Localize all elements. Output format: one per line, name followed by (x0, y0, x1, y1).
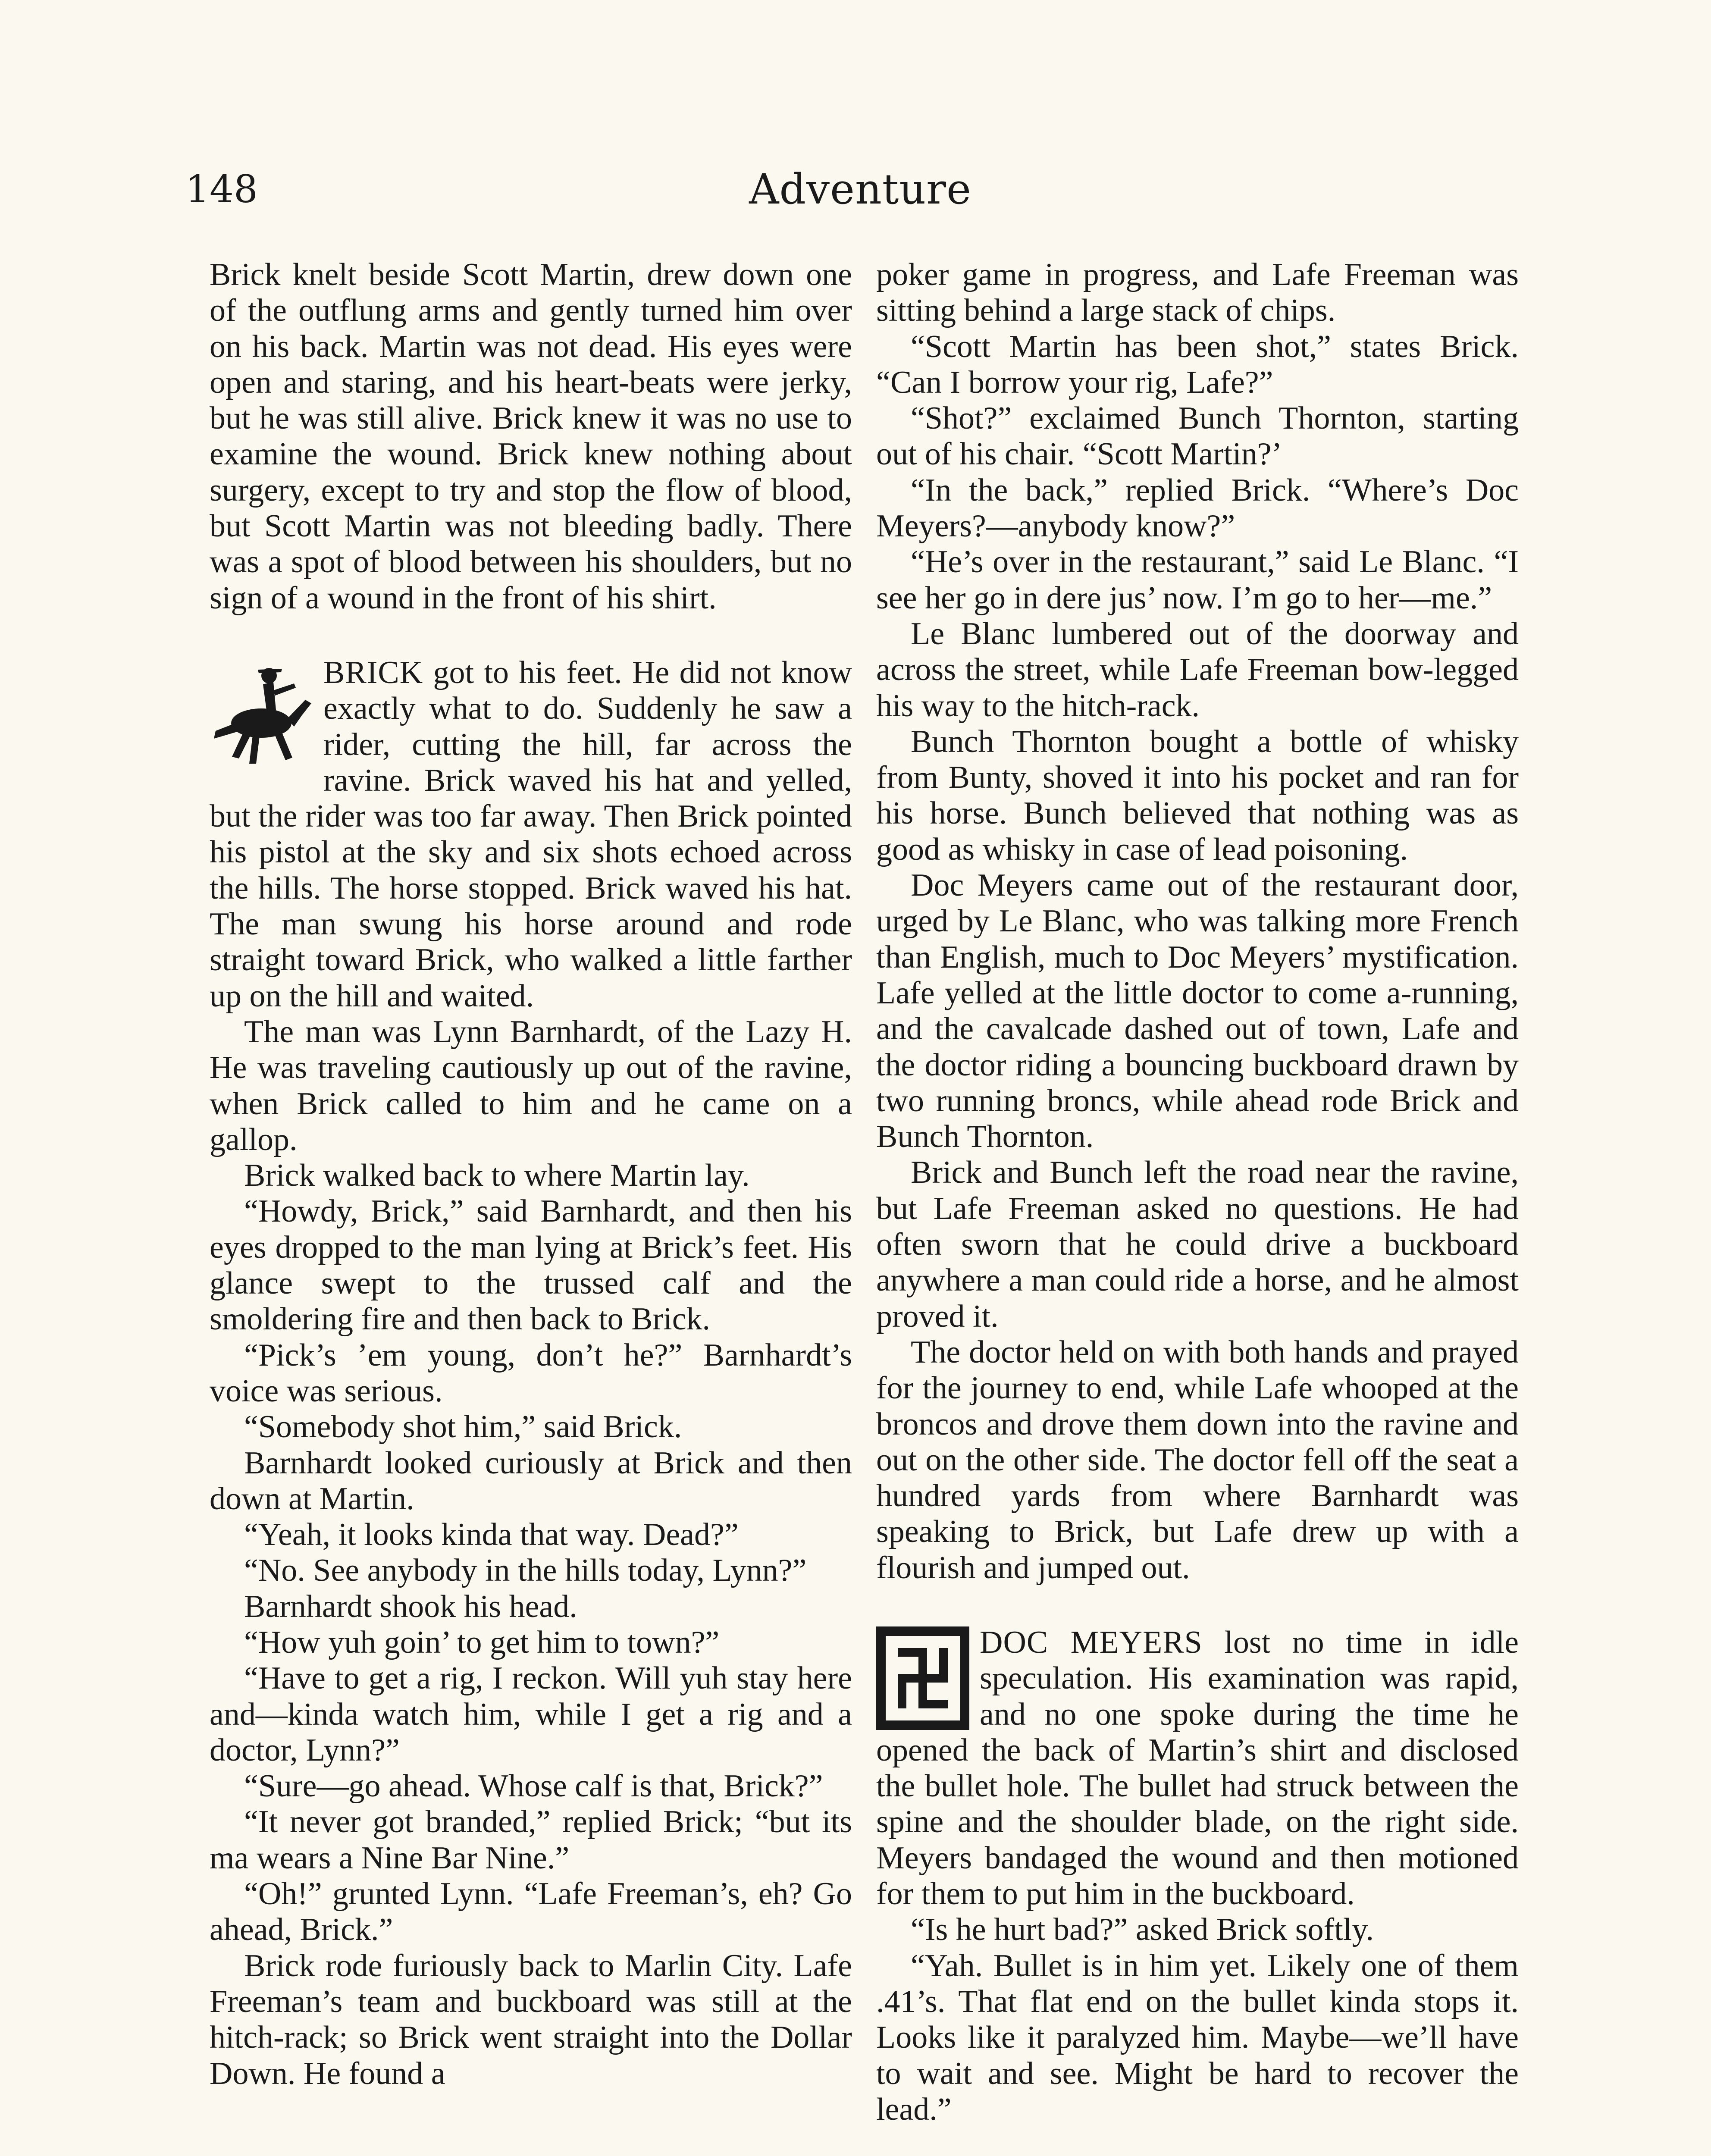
paragraph: “Scott Martin has been shot,” states Brick. “Can I borrow your rig, Lafe?” (876, 329, 1519, 400)
paragraph: Brick walked back to where Martin lay. (244, 1158, 750, 1194)
section-break-paragraph (210, 655, 852, 1014)
section-break-paragraph (876, 1625, 1519, 1912)
paragraph: “Howdy, Brick,” said Barnhardt, and then his eyes dropped to the man lying at Brick’s feet. His glance swept to the trussed calf and the smoldering fire and then back to Brick. (210, 1194, 852, 1337)
paragraph: “Pick’s ’em young, don’t he?” Barnhardt’s voice was serious. (210, 1337, 852, 1409)
paragraph: “Yeah, it looks kinda that way. Dead?” (244, 1517, 739, 1553)
paragraph: “Yah. Bullet is in him yet. Likely one of them .41’s. That flat end on the bullet kinda stops it. Looks like it paralyzed him. Maybe—we’ll have to wait and see. Might be hard to recover the lead.” (876, 1948, 1519, 2127)
paragraph: poker game in progress, and Lafe Freeman was sitting behind a large stack of chips. (876, 257, 1519, 329)
paragraph: “He’s over in the restaurant,” said Le Blanc. “I see her go in dere jus’ now. I’m go to her—me.” (876, 544, 1519, 616)
paragraph: Barnhardt looked curiously at Brick and then down at Martin. (210, 1445, 852, 1517)
running-title: Adventure (749, 165, 971, 213)
paragraph: The man was Lynn Barnhardt, of the Lazy H. He was traveling cautiously up out of the ravine, when Brick called to him and he came on a gallop. (210, 1014, 852, 1157)
paragraph: “Have to get a rig, I reckon. Will yuh stay here and—kinda watch him, while I get a rig and a doctor, Lynn?” (210, 1661, 852, 1768)
paragraph: Le Blanc lumbered out of the doorway and across the street, while Lafe Freeman bow-legged his way to the hitch-rack. (876, 616, 1519, 724)
paragraph: “It never got branded,” replied Brick; “but its ma wears a Nine Bar Nine.” (210, 1804, 852, 1876)
paragraph: “No. See anybody in the hills today, Lynn?” (244, 1553, 807, 1589)
right-column (876, 257, 1519, 2128)
page-header (185, 166, 1535, 213)
paragraph: The doctor held on with both hands and prayed for the journey to end, while Lafe whooped at the broncos and drove them down into the ravine and out on the other side. The doctor fell off the seat a hundred yards from where Barnhardt was speaking to Brick, but Lafe drew up with a flourish and jumped out. (876, 1334, 1519, 1586)
section-lead-word: DOC MEYERS (980, 1624, 1203, 1660)
paragraph: “Oh!” grunted Lynn. “Lafe Freeman’s, eh? Go ahead, Brick.” (210, 1876, 852, 1948)
paragraph: “Shot?” exclaimed Bunch Thornton, starting out of his chair. “Scott Martin?’ (876, 401, 1519, 472)
paragraph: Brick rode furiously back to Marlin City. Lafe Freeman’s team and buckboard was still at the hitch-rack; so Brick went straight into the Dollar Down. He found a (210, 1948, 852, 2091)
section-lead-word: BRICK (323, 655, 423, 690)
paragraph: “How yuh goin’ to get him to town?” (244, 1624, 720, 1660)
brand-emblem-icon (876, 1626, 969, 1730)
paragraph: Barnhardt shook his head. (244, 1589, 577, 1624)
horse-rider-icon (210, 658, 313, 771)
paragraph: Bunch Thornton bought a bottle of whisky from Bunty, shoved it into his pocket and ran for his horse. Bunch believed that nothing was as good as whisky in case of lead poisoning. (876, 724, 1519, 867)
paragraph: Brick knelt beside Scott Martin, drew down one of the outflung arms and gently turned him over on his back. Martin was not dead. His eyes were open and staring, and his heart-beats were jerky, but he was still alive. Brick knew it was no use to examine the wound. Brick knew nothing about surgery, except to try and stop the flow of blood, but Scott Martin was not bleeding badly. There was a spot of blood between his shoulders, but no sign of a wound in the front of his shirt. (210, 257, 852, 616)
paragraph-text: got to his feet. He did not know exactly what to do. Suddenly he saw a rider, cutting the hill, far across the ravine. Brick waved his hat and yelled, but the rider was too far away. Then Brick pointed his pistol at the sky and six shots echoed across the hills. The horse stopped. Brick waved his hat. The man swung his horse around and rode straight toward Brick, who walked a little farther up on the hill and waited. (210, 655, 852, 1014)
paragraph: “In the back,” replied Brick. “Where’s Doc Meyers?—anybody know?” (876, 472, 1519, 544)
paragraph: Brick and Bunch left the road near the ravine, but Lafe Freeman asked no questions. He had often sworn that he could drive a buckboard anywhere a man could ride a horse, and he almost proved it. (876, 1155, 1519, 1334)
left-column (210, 257, 852, 2092)
page-number: 148 (185, 167, 258, 211)
paragraph: Doc Meyers came out of the restaurant door, urged by Le Blanc, who was talking more French than English, much to Doc Meyers’ mystification. Lafe yelled at the little doctor to come a-running, and the cavalcade dashed out of town, Lafe and the doctor riding a bouncing buckboard drawn by two running broncs, while ahead rode Brick and Bunch Thornton. (876, 868, 1519, 1155)
paragraph: “Somebody shot him,” said Brick. (244, 1409, 682, 1445)
paragraph: “Sure—go ahead. Whose calf is that, Brick?” (244, 1768, 823, 1804)
paragraph-text: lost no time in idle speculation. His examination was rapid, and no one spoke during the time he opened the back of Martin’s shirt and disclosed the bullet hole. The bullet had struck between the spine and the shoulder blade, on the right side. Meyers bandaged the wound and then motioned for them to put him in the buckboard. (876, 1624, 1519, 1912)
paragraph: “Is he hurt bad?” asked Brick softly. (911, 1912, 1374, 1948)
